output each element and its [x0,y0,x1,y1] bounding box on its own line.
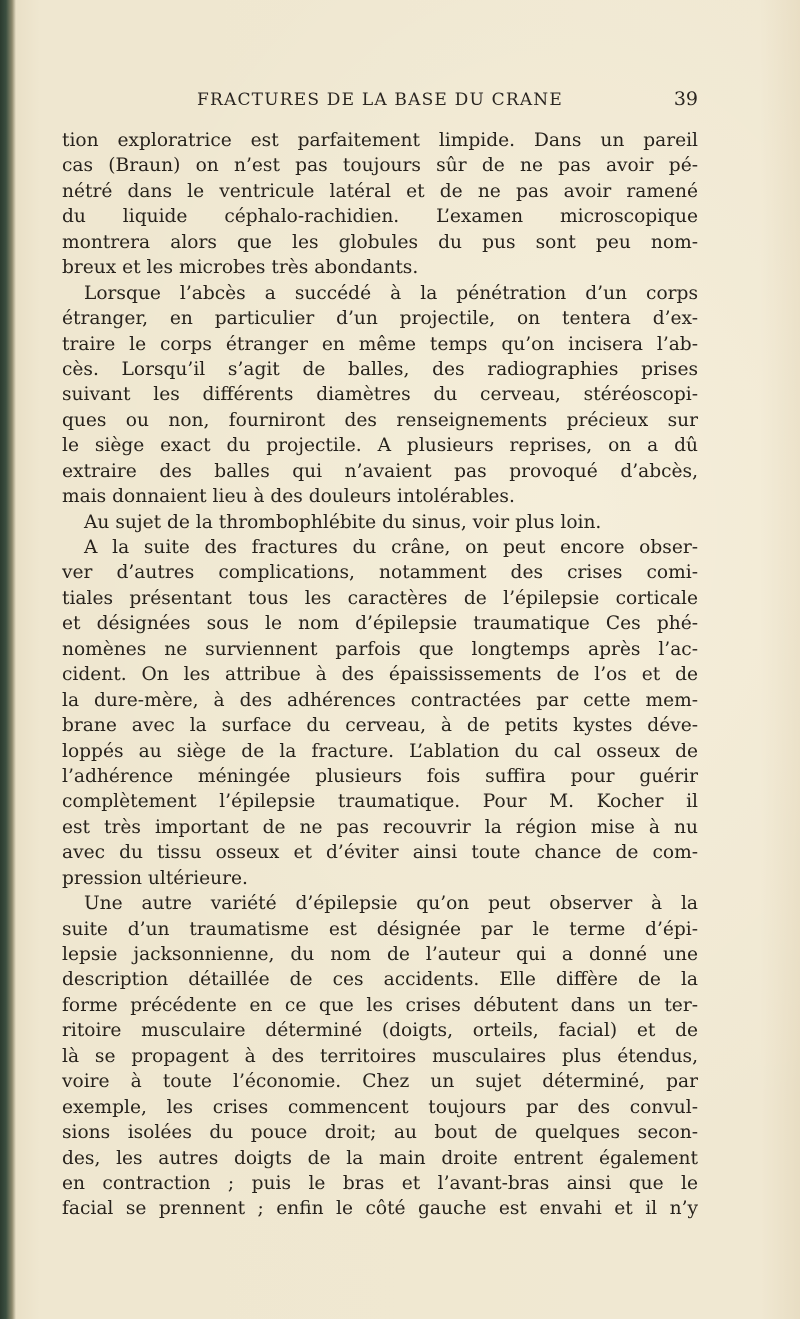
body-text [62,128,698,1222]
text-line: montrera alors que les globules du pus sont peu nom- [62,231,698,253]
text-line: du liquide céphalo-rachidien. L’examen microscopique [62,206,698,228]
text-line: brane avec la surface du cerveau, à de petits kystes déve- [62,715,698,737]
text-line: nétré dans le ventricule latéral et de ne pas avoir ramené [62,180,698,202]
text-line: cident. On les attribue à des épaississements de l’os et de [62,664,698,686]
paragraph [62,510,698,535]
text-line: cès. Lorsqu’il s’agit de balles, des radiographies prises [62,358,698,380]
running-head [62,88,698,116]
text-line: breux et les microbes très abondants. [62,257,419,279]
text-line: est très important de ne pas recouvrir la région mise à nu [62,816,698,838]
text-line: suivant les différents diamètres du cerveau, stéréoscopi- [62,384,698,406]
text-line: ques ou non, fourniront des renseignements précieux sur [62,409,698,431]
text-line: sions isolées du pouce droit; au bout de quelques secon- [62,1122,698,1144]
text-line: Une autre variété d’épilepsie qu’on peut observer à la [84,893,698,915]
paragraph [62,535,698,891]
page-number: 39 [673,88,698,110]
text-line: mais donnaient lieu à des douleurs intolérables. [62,486,515,508]
text-line: description détaillée de ces accidents. Elle diffère de la [62,969,698,991]
text-line: forme précédente en ce que les crises débutent dans un ter- [62,994,698,1016]
text-line: étranger, en particulier d’un projectile, on tentera d’ex- [62,308,698,330]
text-line: complètement l’épilepsie traumatique. Pour M. Kocher il [62,791,698,813]
text-line: pression ultérieure. [62,867,248,889]
text-line: Lorsque l’abcès a succédé à la pénétration d’un corps [84,282,698,304]
text-line: traire le corps étranger en même temps qu’on incisera l’ab- [62,333,698,355]
page-binding-edge [0,0,16,1319]
text-line: exemple, les crises commencent toujours par des convul- [62,1096,698,1118]
text-line: des, les autres doigts de la main droite entrent également [62,1147,698,1169]
text-line: en contraction ; puis le bras et l’avant-bras ainsi que le [62,1172,698,1194]
paragraph [62,128,698,281]
text-line: tiales présentant tous les caractères de l’épilepsie corticale [62,587,698,609]
text-line: ritoire musculaire déterminé (doigts, orteils, facial) et de [62,1020,698,1042]
text-line: l’adhérence méningée plusieurs fois suffira pour guérir [62,765,698,787]
text-line: la dure-mère, à des adhérences contractées par cette mem- [62,689,698,711]
text-line: facial se prennent ; enfin le côté gauche est envahi et il n’y [62,1198,698,1220]
text-line: le siège exact du projectile. A plusieurs reprises, on a dû [62,435,698,457]
paragraph [62,891,698,1222]
text-line: ver d’autres complications, notamment des crises comi- [62,562,698,584]
text-line: nomènes ne surviennent parfois que longtemps après l’ac- [62,638,698,660]
text-line: cas (Braun) on n’est pas toujours sûr de ne pas avoir pé- [62,155,698,177]
text-line: loppés au siège de la fracture. L’ablation du cal osseux de [62,740,698,762]
text-line: et désignées sous le nom d’épilepsie traumatique Ces phé- [62,613,698,635]
text-line: tion exploratrice est parfaitement limpide. Dans un pareil [62,130,698,151]
text-line: A la suite des fractures du crâne, on peut encore obser- [84,537,698,558]
text-line: voire à toute l’économie. Chez un sujet déterminé, par [62,1071,698,1093]
text-line: lepsie jacksonnienne, du nom de l’auteur qui a donné une [62,944,698,965]
text-line: là se propagent à des territoires musculaires plus étendus, [62,1045,698,1067]
running-head-title: FRACTURES DE LA BASE DU CRANE [197,90,563,110]
text-line: avec du tissu osseux et d’éviter ainsi toute chance de com- [62,842,698,864]
paragraph [62,281,698,510]
text-line: suite d’un traumatisme est désignée par le terme d’épi- [62,918,698,940]
text-line: Au sujet de la thrombophlébite du sinus, voir plus loin. [84,511,602,533]
text-line: extraire des balles qui n’avaient pas provoqué d’abcès, [62,460,698,482]
